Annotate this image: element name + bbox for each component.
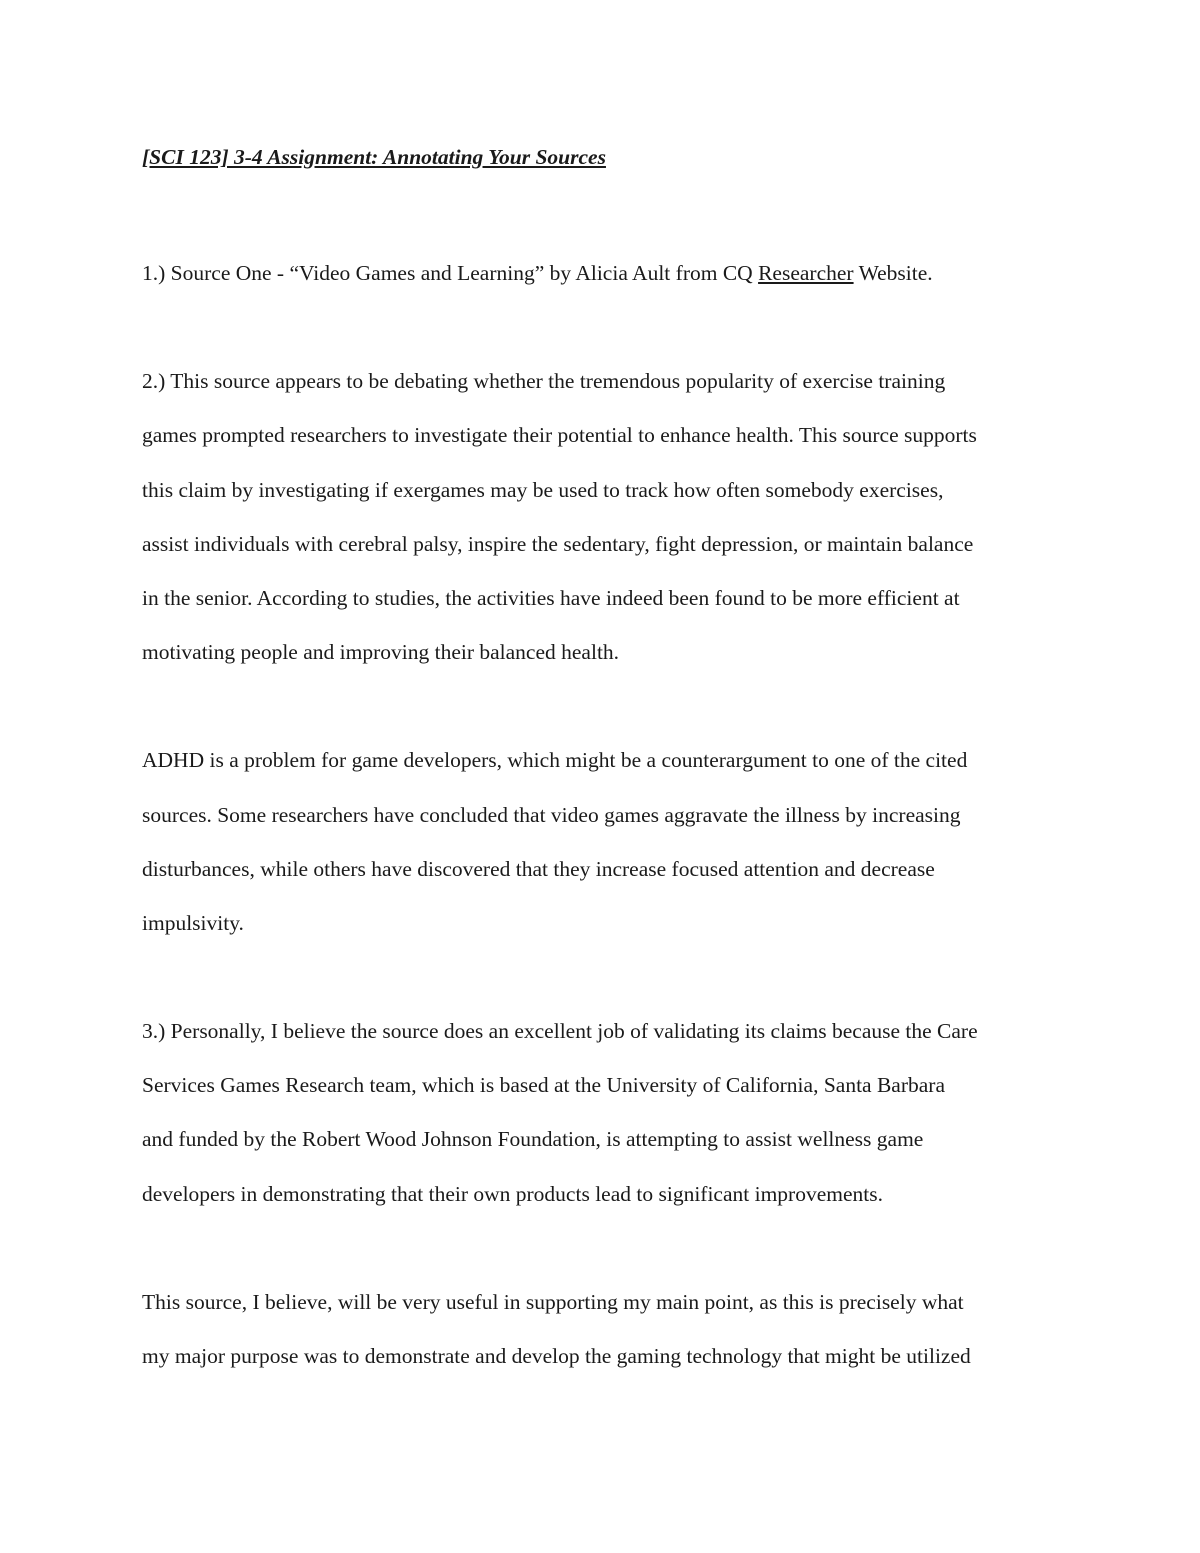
paragraph-adhd [142,733,1062,950]
document-body [142,138,1062,1383]
text-line: motivating people and improving their balanced health. [142,640,620,665]
source-line-prefix: 1.) Source One - “Video Games and Learning” by Alicia Ault from CQ [142,261,759,285]
document-title: [SCI 123] 3-4 Assignment: Annotating Your Sources [142,145,606,169]
text-line: Services Games Research team, which is based at the University of California, Santa Barbara [142,1073,945,1098]
source-line [142,246,1062,300]
text-line: games prompted researchers to investigate their potential to enhance health. This source supports [142,423,977,448]
text-line: and funded by the Robert Wood Johnson Foundation, is attempting to assist wellness game [142,1127,924,1152]
paragraph-2 [142,354,1062,679]
text-line: my major purpose was to demonstrate and develop the gaming technology that might be utilized [142,1344,971,1369]
paragraph-3 [142,1004,1062,1221]
text-line: sources. Some researchers have concluded that video games aggravate the illness by increasing [142,802,961,827]
text-line: impulsivity. [142,910,244,935]
text-line: in the senior. According to studies, the activities have indeed been found to be more efficient at [142,585,960,610]
source-line-underlined: Researcher [758,261,854,285]
text-line: developers in demonstrating that their own products lead to significant improvements. [142,1181,883,1206]
paragraph-4 [142,1275,1062,1383]
text-line: this claim by investigating if exergames may be used to track how often somebody exercises, [142,477,944,502]
text-line: 3.) Personally, I believe the source does an excellent job of validating its claims because the Care [142,1019,978,1044]
text-line: disturbances, while others have discovered that they increase focused attention and decrease [142,856,935,881]
text-line: This source, I believe, will be very useful in supporting my main point, as this is precisely what [142,1289,964,1314]
source-line-suffix: Website. [853,261,933,285]
text-line: 2.) This source appears to be debating whether the tremendous popularity of exercise training [142,369,946,394]
text-line: assist individuals with cerebral palsy, inspire the sedentary, fight depression, or maintain balance [142,531,974,556]
text-line: ADHD is a problem for game developers, which might be a counterargument to one of the cited [142,748,968,773]
